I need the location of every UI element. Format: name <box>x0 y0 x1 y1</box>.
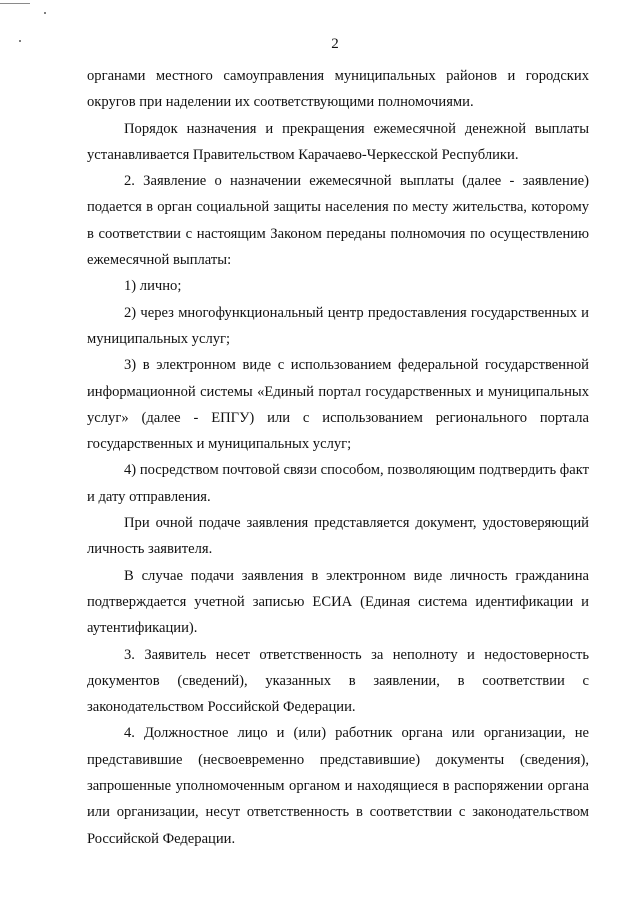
scan-artifact-dot <box>44 12 46 14</box>
list-item-2: 2) через многофункциональный центр предоставления государственных и муниципальных услуг; <box>87 304 589 347</box>
paragraph-electronic: В случае подачи заявления в электронном виде личность гражданина подтверждается учетной записью ЕСИА (Единая система идентификации и аутентификации). <box>87 567 589 637</box>
scan-artifact-line <box>0 3 30 4</box>
paragraph-clause-2: 2. Заявление о назначении ежемесячной выплаты (далее - заявление) подается в орган социальной защиты населения по месту жительства, которому в соответствии с настоящим Законом переданы полномочия по осуществлению ежемесячной выплаты: <box>87 173 589 269</box>
paragraph-in-person: При очной подаче заявления представляется документ, удостоверяющий личность заявителя. <box>87 515 589 558</box>
paragraph-procedure: Порядок назначения и прекращения ежемесячной денежной выплаты устанавливается Правительством Карачаево-Черкесской Республики. <box>87 120 589 163</box>
document-body <box>87 63 589 852</box>
paragraph-clause-4: 4. Должностное лицо и (или) работник органа или организации, не представившие (несвоевременно представившие) документы (сведения), запрошенные уполномоченным органом и находящиеся в распоряжении органа или организации, несут ответственность в соответствии с законодательством Российской Федерации. <box>87 725 589 847</box>
list-item-3: 3) в электронном виде с использованием федеральной государственной информационной системы «Единый портал государственных и муниципальных услуг» (далее - ЕПГУ) или с использованием регионального портала государственных и муниципальных услуг; <box>87 357 589 453</box>
list-item-4: 4) посредством почтовой связи способом, позволяющим подтвердить факт и дату отправления. <box>87 462 589 505</box>
list-item-1: 1) лично; <box>124 278 182 295</box>
page-number: 2 <box>331 36 339 52</box>
paragraph-continuation: органами местного самоуправления муниципальных районов и городских округов при наделении их соответствующими полномочиями. <box>87 68 589 111</box>
paragraph-clause-3: 3. Заявитель несет ответственность за неполноту и недостоверность документов (сведений), указанных в заявлении, в соответствии с законодательством Российской Федерации. <box>87 646 589 716</box>
